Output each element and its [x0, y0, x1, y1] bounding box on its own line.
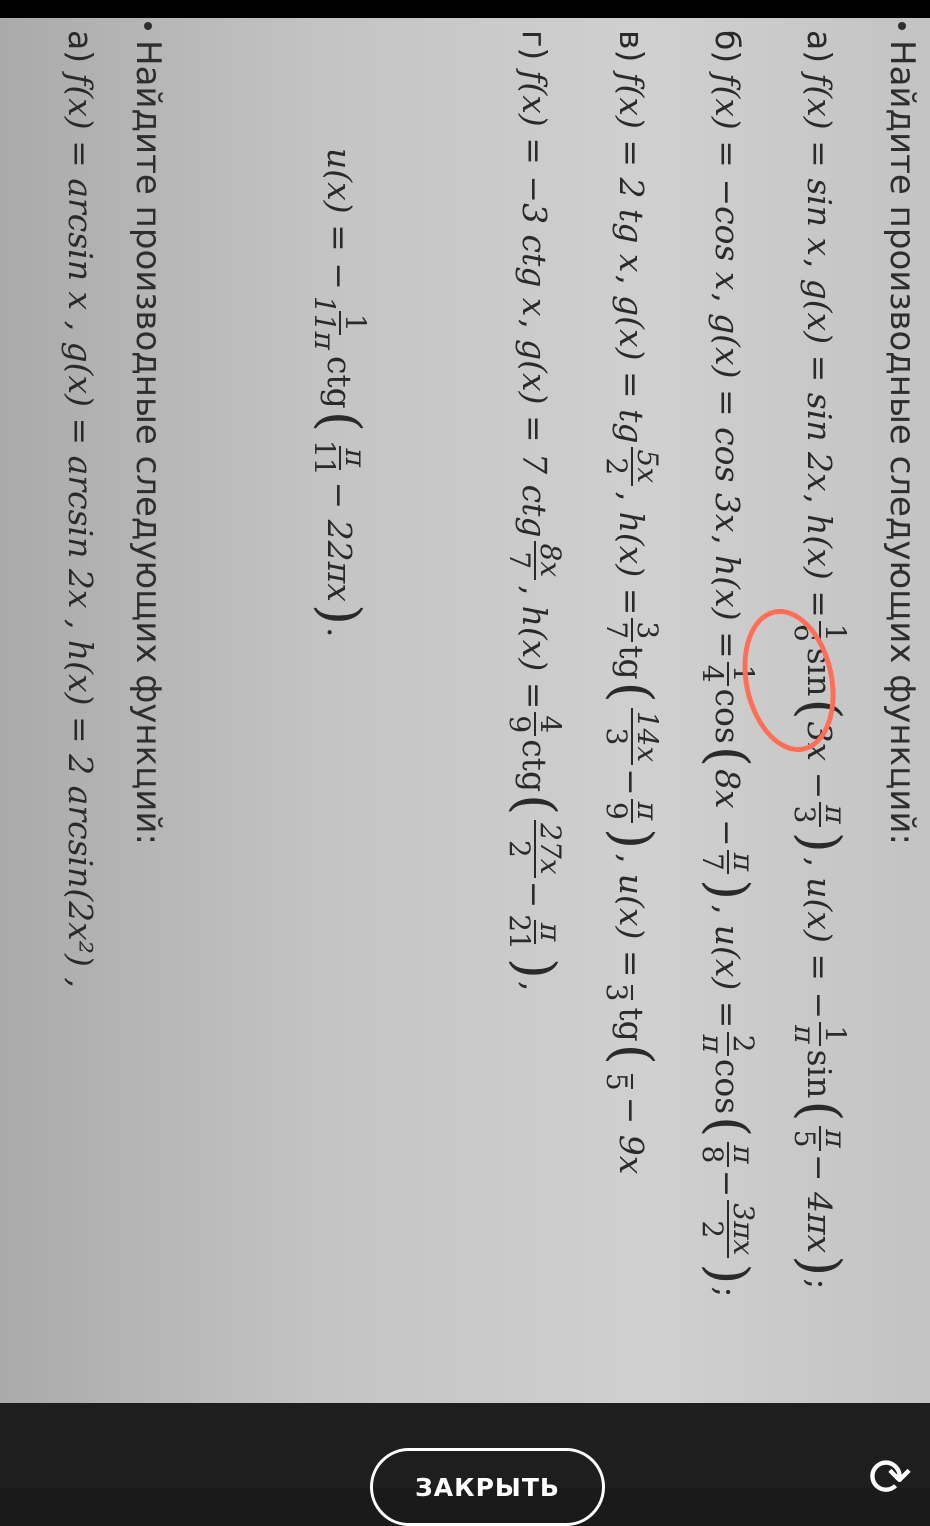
- h-prefix: h(x) =: [800, 514, 840, 618]
- task-a: а) f(x) = sin x , g(x) = sin 2x , h(x) = 1 6 sin ( 3x − π 3 ) , u(x) = − 1 π sin ( π 5 − 4πx ) ;: [787, 30, 852, 1290]
- h-prefix: h(x) =: [708, 554, 748, 659]
- op: −: [708, 1169, 748, 1198]
- task-label: а): [800, 30, 840, 64]
- fraction: π 11: [307, 439, 372, 476]
- period: .: [320, 627, 360, 638]
- fraction: π 9: [601, 799, 662, 823]
- u-prefix: u(x) = −: [800, 877, 840, 1020]
- fn: tg: [612, 1007, 652, 1042]
- arg: − 22πx: [320, 481, 360, 602]
- fn: ctg: [515, 739, 555, 793]
- arg: − 4πx: [800, 1153, 840, 1254]
- f-def: f(x) = −cos x: [708, 73, 748, 291]
- fraction: 5: [601, 1070, 662, 1094]
- task-g: г) f(x) = −3 ctg x , g(x) = 7 ctg 8x 7 , h(x) = 4 9 ctg ( 27x 2 − π 21 ) ,: [502, 30, 567, 992]
- textbook-page: [0, 18, 930, 1403]
- bullet: [144, 22, 152, 30]
- task-g-u: u(x) = − 1 11π ctg ( π 11 − 22πx ) .: [307, 148, 372, 638]
- fn: sin: [800, 647, 840, 697]
- f-def: f(x) = −3 ctg x: [515, 70, 555, 317]
- rotate-icon[interactable]: ⟳: [868, 1448, 912, 1508]
- fraction: 8x 7: [504, 541, 565, 581]
- task-label: г): [515, 30, 555, 61]
- fraction: π 21: [502, 914, 567, 950]
- arg: 8x −: [708, 768, 748, 847]
- task-label: а): [61, 30, 100, 64]
- fraction: π 5: [789, 1126, 850, 1150]
- fraction: π 3: [789, 802, 850, 826]
- heading-2: Найдите производные следующих функций:: [128, 40, 168, 845]
- task-b: б) f(x) = −cos x , g(x) = cos 3x , h(x) = 1 4 cos ( 8x − π 7 ) , u(x) = 2 π cos ( π 8 − 3πx 2 ) ;: [695, 30, 760, 1298]
- fn: cos: [708, 688, 748, 744]
- fraction: 5x 2: [601, 447, 662, 487]
- fraction: 2 π: [697, 1031, 758, 1055]
- op: −: [515, 880, 555, 909]
- fraction: 1 11π: [307, 295, 372, 350]
- fraction: 1 6: [789, 621, 850, 645]
- fraction: 14x 3: [601, 708, 662, 765]
- functions-line: f(x) = arcsin x , g(x) = arcsin 2x , h(x) = 2 arcsin(2x²) ,: [61, 73, 100, 988]
- task-a2: [61, 30, 100, 988]
- arg: 3x −: [800, 721, 840, 800]
- h-prefix: h(x) =: [612, 511, 652, 616]
- u-prefix: u(x) =: [708, 924, 748, 1029]
- photo-viewer[interactable]: [0, 18, 930, 1403]
- bullet: [898, 22, 906, 30]
- fraction: π 7: [697, 850, 758, 874]
- status-bar: [0, 0, 930, 18]
- g-def: g(x) = cos 3x: [708, 312, 748, 533]
- fn: ctg: [320, 355, 360, 409]
- fn: sin: [800, 1049, 840, 1099]
- fn: tg: [612, 645, 652, 680]
- u-prefix: u(x) =: [612, 873, 652, 978]
- task-v: в) f(x) = 2 tg x , g(x) = tg 5x 2 , h(x) = 3 7 tg ( 14x 3 − π 9 ) , u(x) = 3 tg ( 5 − 9x: [599, 30, 664, 1175]
- g-prefix: g(x) = tg: [612, 295, 652, 444]
- fraction: 3πx 2: [697, 1200, 758, 1258]
- arg: − 9x: [612, 1096, 652, 1175]
- fraction: 4 9: [504, 712, 565, 736]
- fraction: π 8: [697, 1142, 758, 1166]
- fraction: 1 π: [789, 1022, 850, 1046]
- heading-1: Найдите производные следующих функций:: [882, 40, 922, 845]
- fraction: 3 7: [601, 618, 662, 642]
- g-prefix: g(x) = 7 ctg: [515, 339, 555, 538]
- u-prefix: u(x) = −: [320, 148, 360, 290]
- g-def: g(x) = sin 2x: [800, 278, 840, 492]
- fraction: 1 4: [697, 662, 758, 686]
- task-label: в): [612, 30, 652, 63]
- fraction: 3: [601, 981, 662, 1005]
- h-prefix: h(x) =: [515, 605, 555, 710]
- fn: cos: [708, 1058, 748, 1115]
- f-def: f(x) = sin x: [800, 73, 840, 257]
- task-label: б): [708, 30, 748, 64]
- fraction: 27x 2: [504, 820, 565, 877]
- op: −: [612, 768, 652, 796]
- f-def: f(x) = 2 tg x: [612, 72, 652, 273]
- close-button[interactable]: ЗАКРЫТЬ: [370, 1448, 605, 1526]
